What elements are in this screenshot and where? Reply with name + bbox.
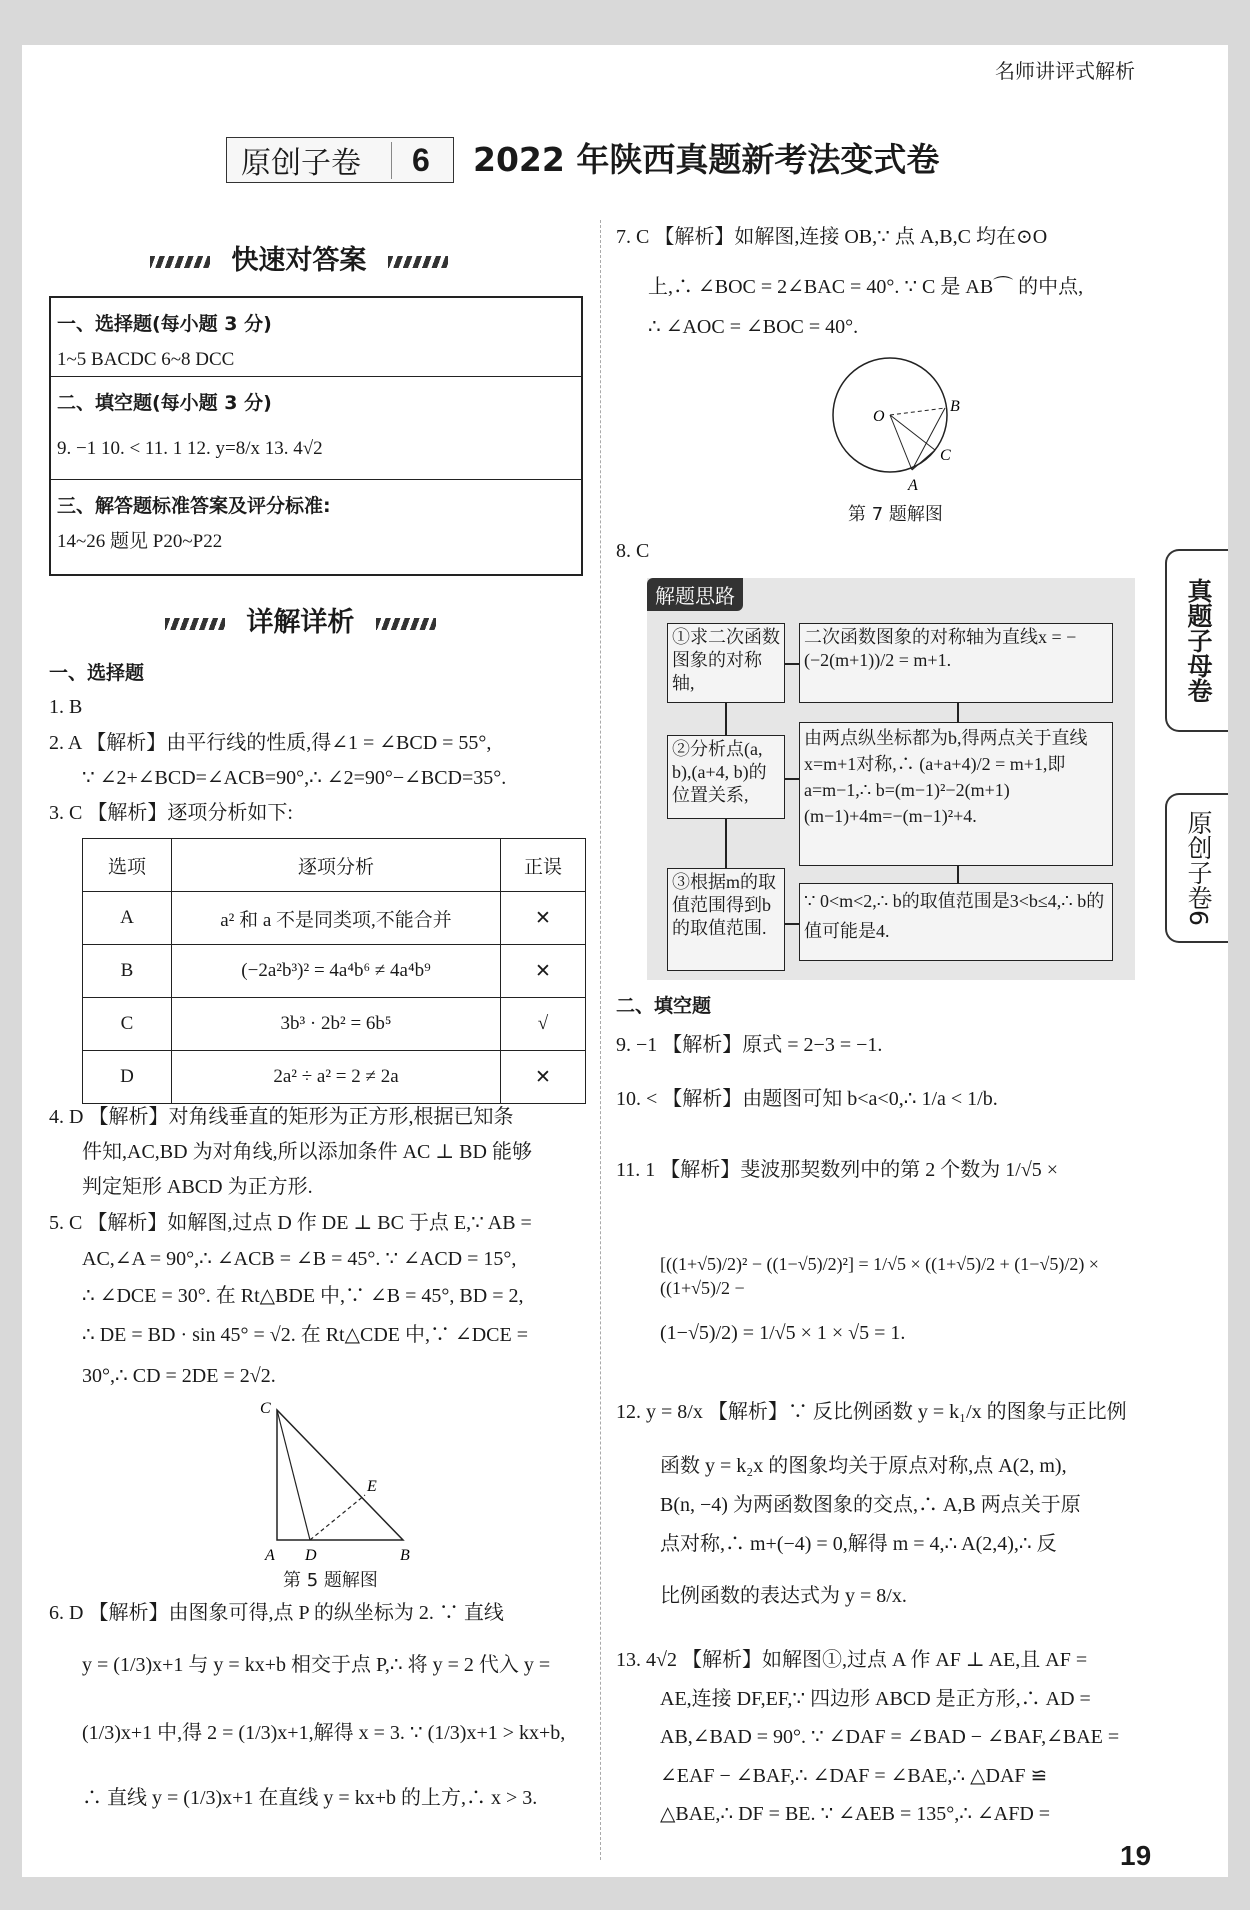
series-header: 名师讲评式解析 — [995, 59, 1135, 83]
q5-line: 30°,∴ CD = 2DE = 2√2. — [82, 1365, 276, 1387]
flow-result: ∵ 0<m<2,∴ b的取值范围是3<b≤4,∴ b的值可能是4. — [799, 883, 1113, 961]
figure-q7 — [820, 345, 970, 495]
table-cell: ✕ — [501, 892, 586, 945]
page-title: 2022 年陕西真题新考法变式卷 — [473, 140, 940, 179]
quick-heading-text: 快速对答案 — [231, 245, 367, 276]
fig5-label: E — [367, 1478, 377, 1495]
flow-step: ③根据m的取值范围得到b的取值范围. — [667, 868, 785, 971]
detail-heading-text: 详解详析 — [246, 607, 355, 638]
table-cell: a² 和 a 不是同类项,不能合并 — [172, 892, 501, 945]
fig5-label: A — [265, 1547, 275, 1564]
fig7-label: A — [908, 477, 918, 494]
arrow-down-icon — [957, 703, 959, 722]
section-choice: 一、选择题 — [49, 662, 145, 684]
fig7-label: B — [950, 398, 960, 415]
stripe-decoration-icon — [388, 256, 448, 268]
analysis-table — [82, 838, 586, 1104]
flow-step: ①求二次函数图象的对称轴, — [667, 623, 785, 703]
q7-line: 上,∴ ∠BOC = 2∠BAC = 40°. ∵ C 是 AB⌒ 的中点, — [648, 276, 1084, 298]
table-row — [83, 945, 586, 998]
q12-line: 点对称,∴ m+(−4) = 0,解得 m = 4,∴ A(2,4),∴ 反 — [660, 1533, 1057, 1555]
table-header: 正误 — [501, 839, 586, 892]
page-number: 19 — [1120, 1840, 1152, 1871]
answer-row-title: 一、选择题(每小题 3 分) — [57, 313, 272, 335]
table-cell: C — [83, 998, 172, 1051]
side-tab-true-exam[interactable]: 真题子母卷 — [1165, 549, 1228, 732]
paper-label: 原创子卷 — [241, 146, 361, 181]
table-row — [83, 892, 586, 945]
q4-line: 判定矩形 ABCD 为正方形. — [82, 1176, 313, 1198]
q6-line: (1/3)x+1 中,得 2 = (1/3)x+1,解得 x = 3. ∵ (1/3)x+1 > kx+b, — [82, 1722, 566, 1744]
q4-line: 件知,AC,BD 为对角线,所以添加条件 AC ⊥ BD 能够 — [82, 1141, 532, 1163]
q7-line: ∴ ∠AOC = ∠BOC = 40°. — [648, 316, 859, 338]
answer-row — [51, 480, 581, 568]
paper-number: 6 — [391, 142, 430, 179]
arrow-down-icon — [957, 866, 959, 883]
table-cell: D — [83, 1051, 172, 1104]
fig7-caption: 第 7 题解图 — [848, 504, 943, 525]
q13-line: 13. 4√2 【解析】如解图①,过点 A 作 AF ⊥ AE,且 AF = — [616, 1649, 1088, 1671]
flow-step: ②分析点(a, b),(a+4, b)的位置关系, — [667, 735, 785, 819]
table-row — [83, 1051, 586, 1104]
table-cell: A — [83, 892, 172, 945]
table-cell: 2a² ÷ a² = 2 ≠ 2a — [172, 1051, 501, 1104]
flowchart-tag: 解题思路 — [647, 578, 743, 611]
paper-label-box — [226, 137, 454, 183]
table-cell: √ — [501, 998, 586, 1051]
stripe-decoration-icon — [376, 618, 436, 630]
column-divider — [600, 220, 601, 1860]
arrow-down-icon — [725, 819, 727, 868]
q3-line: 3. C 【解析】逐项分析如下: — [49, 802, 293, 824]
q12-line: 函数 y = k₂x 的图象均关于原点对称,点 A(2, m), — [660, 1455, 1067, 1477]
table-cell: ✕ — [501, 1051, 586, 1104]
quick-answer-box — [49, 296, 583, 576]
table-cell: 3b³ · 2b² = 6b⁵ — [172, 998, 501, 1051]
q8: 8. C — [616, 540, 650, 562]
quick-answer-heading — [150, 238, 448, 277]
fig5-label: C — [260, 1400, 271, 1417]
fig5-caption: 第 5 题解图 — [283, 1570, 378, 1591]
answer-row-values: 14~26 题见 P20~P22 — [57, 531, 223, 552]
side-tab-original-paper[interactable]: 原创子卷6 — [1165, 793, 1228, 943]
q12-line: B(n, −4) 为两函数图象的交点,∴ A,B 两点关于原 — [660, 1494, 1081, 1516]
table-row — [83, 998, 586, 1051]
table-header-row — [83, 839, 586, 892]
answer-row-values: 9. −1 10. < 11. 1 12. y=8/x 13. 4√2 — [57, 438, 323, 459]
table-header: 逐项分析 — [172, 839, 501, 892]
solution-flowchart — [647, 578, 1135, 980]
q13-line: △BAE,∴ DF = BE. ∵ ∠AEB = 135°,∴ ∠AFD = — [660, 1803, 1051, 1825]
detail-heading — [165, 600, 436, 639]
q11-line: [((1+√5)/2)² − ((1−√5)/2)²] = 1/√5 × ((1+√5)/2 + (1−√5)/2) × ((1+√5)/2 − — [660, 1254, 1099, 1298]
table-cell: B — [83, 945, 172, 998]
q11-line: 11. 1 【解析】斐波那契数列中的第 2 个数为 1/√5 × — [616, 1159, 1059, 1181]
table-cell: ✕ — [501, 945, 586, 998]
figure-q5 — [255, 1395, 425, 1565]
q10: 10. < 【解析】由题图可知 b<a<0,∴ 1/a < 1/b. — [616, 1088, 998, 1110]
fig7-label: O — [873, 408, 885, 425]
answer-row-title: 三、解答题标准答案及评分标准: — [57, 495, 331, 517]
answer-row — [51, 377, 581, 480]
answer-row-values: 1~5 BACDC 6~8 DCC — [57, 349, 235, 370]
q4-line: 4. D 【解析】对角线垂直的矩形为正方形,根据已知条 — [49, 1106, 514, 1128]
answer-row — [51, 298, 581, 377]
fig7-label: C — [940, 447, 951, 464]
q5-line: ∴ ∠DCE = 30°. 在 Rt△BDE 中,∵ ∠B = 45°, BD = 2, — [82, 1285, 524, 1307]
fig5-label: D — [305, 1547, 317, 1564]
q12-line: 比例函数的表达式为 y = 8/x. — [660, 1585, 907, 1607]
q5-line: ∴ DE = BD · sin 45° = √2. 在 Rt△CDE 中,∵ ∠DCE = — [82, 1324, 529, 1346]
flow-result: 二次函数图象的对称轴为直线x = −(−2(m+1))/2 = m+1. — [799, 623, 1113, 703]
arrow-right-icon — [785, 778, 799, 780]
q2-line: ∵ ∠2+∠BCD=∠ACB=90°,∴ ∠2=90°−∠BCD=35°. — [82, 767, 507, 789]
flow-result: 由两点纵坐标都为b,得两点关于直线x=m+1对称,∴ (a+a+4)/2 = m+1,即a=m−1,∴ b=(m−1)²−2(m+1)(m−1)+4m=−(m−1)²+4. — [799, 722, 1113, 866]
q12-line: 12. y = 8/x 【解析】∵ 反比例函数 y = k₁/x 的图象与正比例 — [616, 1401, 1127, 1423]
arrow-right-icon — [785, 663, 799, 665]
q6-line: 6. D 【解析】由图象可得,点 P 的纵坐标为 2. ∵ 直线 — [49, 1602, 504, 1624]
q6-line: ∴ 直线 y = (1/3)x+1 在直线 y = kx+b 的上方,∴ x > 3. — [82, 1787, 538, 1809]
q13-line: AE,连接 DF,EF,∵ 四边形 ABCD 是正方形,∴ AD = — [660, 1688, 1091, 1710]
q2-line: 2. A 【解析】由平行线的性质,得∠1 = ∠BCD = 55°, — [49, 732, 492, 754]
q7-line: 7. C 【解析】如解图,连接 OB,∵ 点 A,B,C 均在⊙O — [616, 226, 1048, 248]
q13-line: AB,∠BAD = 90°. ∵ ∠DAF = ∠BAD − ∠BAF,∠BAE = — [660, 1726, 1120, 1748]
stripe-decoration-icon — [165, 618, 225, 630]
table-cell: (−2a²b³)² = 4a⁴b⁶ ≠ 4a⁴b⁹ — [172, 945, 501, 998]
q6-line: y = (1/3)x+1 与 y = kx+b 相交于点 P,∴ 将 y = 2 代入 y = — [82, 1654, 551, 1676]
fig5-label: B — [400, 1547, 410, 1564]
q5-line: 5. C 【解析】如解图,过点 D 作 DE ⊥ BC 于点 E,∵ AB = — [49, 1212, 532, 1234]
stripe-decoration-icon — [150, 256, 210, 268]
answer-row-title: 二、填空题(每小题 3 分) — [57, 392, 272, 414]
q9: 9. −1 【解析】原式 = 2−3 = −1. — [616, 1034, 883, 1056]
q1: 1. B — [49, 696, 83, 718]
arrow-right-icon — [785, 923, 799, 925]
q11-line: (1−√5)/2) = 1/√5 × 1 × √5 = 1. — [660, 1322, 906, 1344]
q5-line: AC,∠A = 90°,∴ ∠ACB = ∠B = 45°. ∵ ∠ACD = 15°, — [82, 1248, 517, 1270]
section-fill: 二、填空题 — [616, 995, 712, 1017]
table-header: 选项 — [83, 839, 172, 892]
q13-line: ∠EAF − ∠BAF,∴ ∠DAF = ∠BAE,∴ △DAF ≌ — [660, 1765, 1048, 1787]
arrow-down-icon — [725, 703, 727, 735]
